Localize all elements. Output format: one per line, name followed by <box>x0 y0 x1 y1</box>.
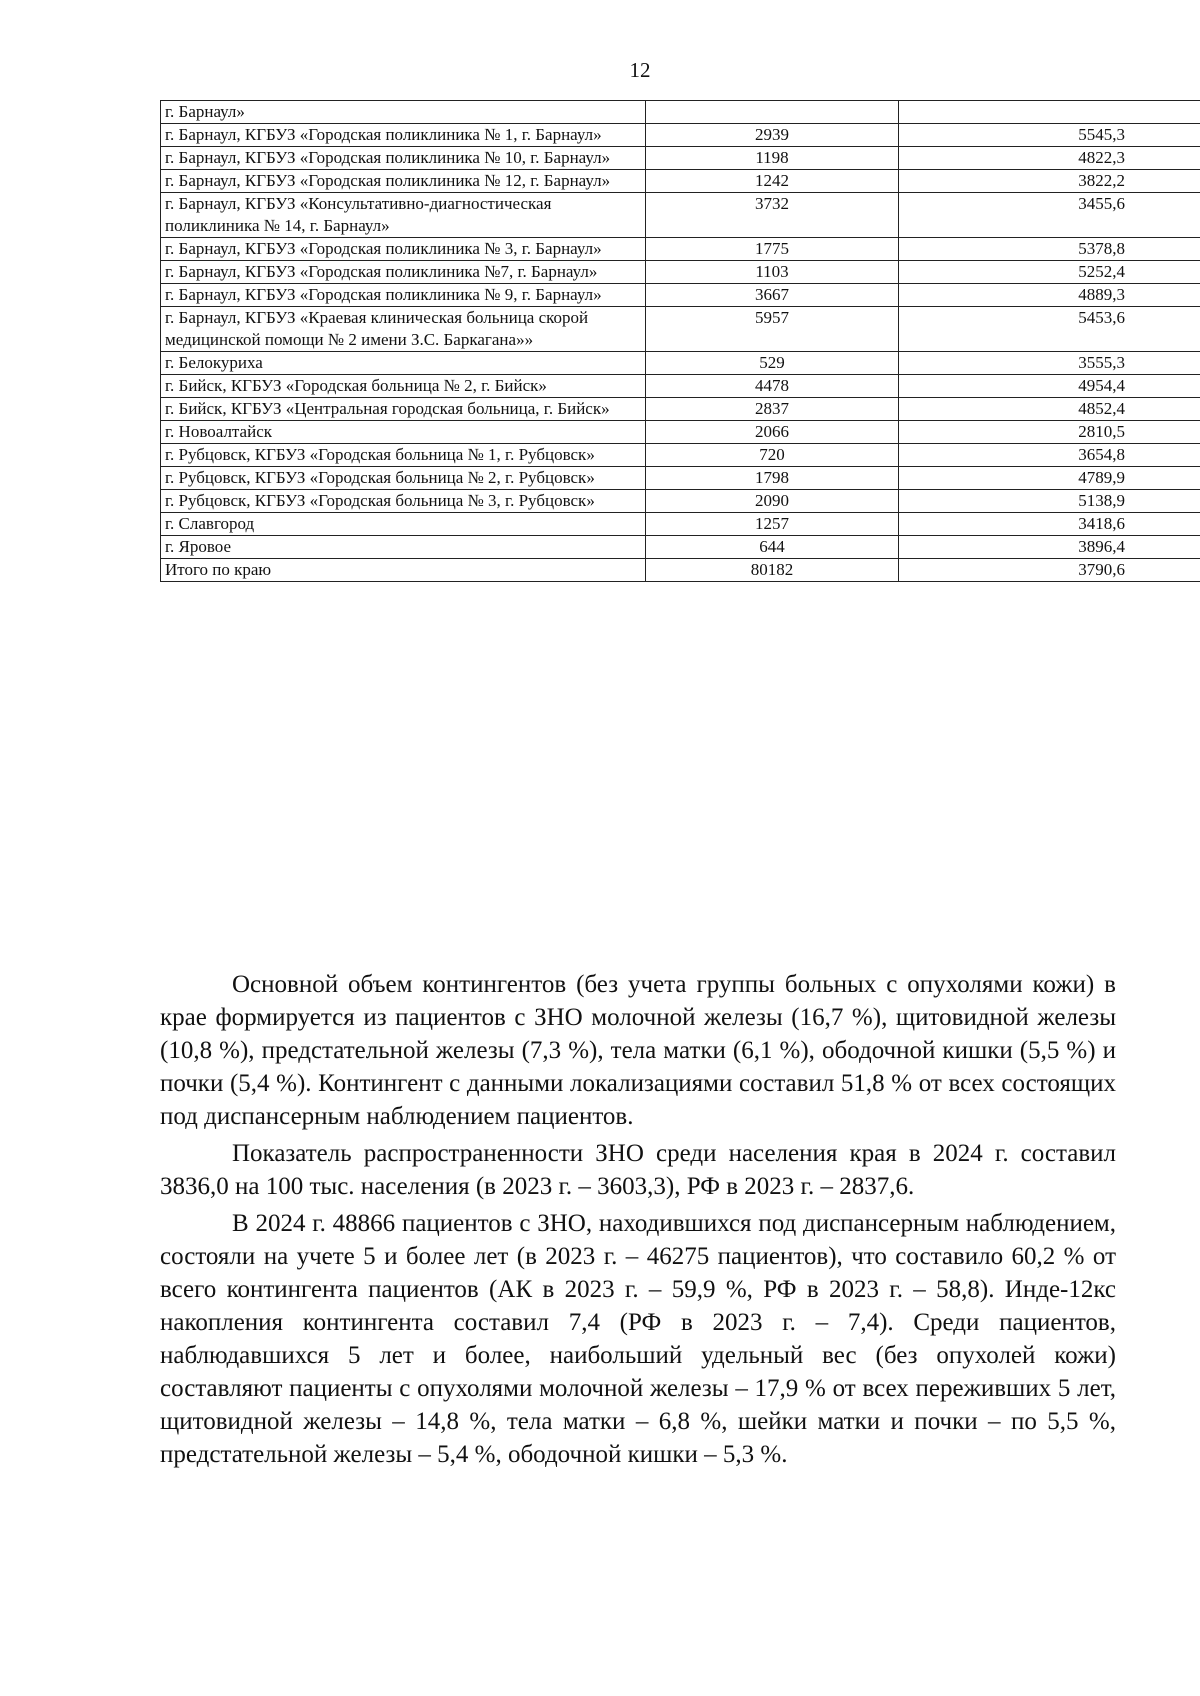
row-count-cell: 644 <box>646 536 899 559</box>
table-row <box>161 284 1200 307</box>
row-count-cell: 2066 <box>646 421 899 444</box>
table-row <box>161 193 1200 238</box>
row-name-cell: г. Барнаул, КГБУЗ «Городская поликлиника № 12, г. Барнаул» <box>161 170 646 193</box>
table-row <box>161 261 1200 284</box>
table-row <box>161 147 1200 170</box>
table-row <box>161 398 1200 421</box>
row-name-cell: г. Барнаул, КГБУЗ «Городская поликлиника № 3, г. Барнаул» <box>161 238 646 261</box>
row-name-cell: г. Барнаул, КГБУЗ «Городская поликлиника № 1, г. Барнаул» <box>161 124 646 147</box>
table-row <box>161 170 1200 193</box>
table-row <box>161 559 1200 582</box>
table-body <box>161 101 1200 582</box>
row-rate-cell: 3822,2 <box>899 170 1200 193</box>
row-rate-cell: 3555,3 <box>899 352 1200 375</box>
row-rate-cell: 5453,6 <box>899 307 1200 352</box>
row-name-cell: г. Славгород <box>161 513 646 536</box>
table-row <box>161 238 1200 261</box>
row-name-cell: г. Барнаул» <box>161 101 646 124</box>
row-name-cell: г. Барнаул, КГБУЗ «Городская поликлиника № 9, г. Барнаул» <box>161 284 646 307</box>
row-count-cell <box>646 101 899 124</box>
row-name-cell: г. Барнаул, КГБУЗ «Городская поликлиника № 10, г. Барнаул» <box>161 147 646 170</box>
row-count-cell: 3667 <box>646 284 899 307</box>
row-rate-cell: 3418,6 <box>899 513 1200 536</box>
row-name-cell: г. Бийск, КГБУЗ «Городская больница № 2, г. Бийск» <box>161 375 646 398</box>
row-rate-cell: 5545,3 <box>899 124 1200 147</box>
row-name-cell: г. Барнаул, КГБУЗ «Городская поликлиника №7, г. Барнаул» <box>161 261 646 284</box>
row-rate-cell: 3790,6 <box>899 559 1200 582</box>
table-row <box>161 513 1200 536</box>
row-rate-cell: 3455,6 <box>899 193 1200 238</box>
table-row <box>161 490 1200 513</box>
row-count-cell: 529 <box>646 352 899 375</box>
row-rate-cell: 4789,9 <box>899 467 1200 490</box>
row-count-cell: 3732 <box>646 193 899 238</box>
row-name-cell: г. Барнаул, КГБУЗ «Краевая клиническая больница скорой медицинской помощи № 2 имени З.С. Баркагана»» <box>161 307 646 352</box>
page-number: 12 <box>629 58 651 82</box>
row-name-cell: г. Рубцовск, КГБУЗ «Городская больница № 3, г. Рубцовск» <box>161 490 646 513</box>
row-rate-cell: 5138,9 <box>899 490 1200 513</box>
statistics-table <box>160 100 1200 582</box>
paragraph-3: В 2024 г. 48866 пациентов с ЗНО, находившихся под диспансерным наблюдением, состояли на учете 5 и более лет (в 2023 г. – 46275 пациентов), что составило 60,2 % от всего контингента пациентов (АК в 2023 г. – 59,9 %, РФ в 2023 г. – 58,8). Инде-12кс накопления контингента составил 7,4 (РФ в 2023 г. – 7,4). Среди пациентов, наблюдавшихся 5 лет и более, наибольший удельный вес (без опухолей кожи) составляют пациенты с опухолями молочной железы – 17,9 % от всех переживших 5 лет, щитовидной железы – 14,8 %, тела матки – 6,8 %, шейки матки и почки – по 5,5 %, предстательной железы – 5,4 %, ободочной кишки – 5,3 %. <box>160 1210 1116 1468</box>
row-count-cell: 720 <box>646 444 899 467</box>
row-rate-cell: 5252,4 <box>899 261 1200 284</box>
row-name-cell: г. Новоалтайск <box>161 421 646 444</box>
row-rate-cell: 4822,3 <box>899 147 1200 170</box>
row-count-cell: 2090 <box>646 490 899 513</box>
row-name-cell: г. Рубцовск, КГБУЗ «Городская больница № 1, г. Рубцовск» <box>161 444 646 467</box>
table-row <box>161 101 1200 124</box>
row-count-cell: 80182 <box>646 559 899 582</box>
row-rate-cell: 3896,4 <box>899 536 1200 559</box>
row-name-cell: г. Рубцовск, КГБУЗ «Городская больница № 2, г. Рубцовск» <box>161 467 646 490</box>
row-count-cell: 1198 <box>646 147 899 170</box>
row-rate-cell: 5378,8 <box>899 238 1200 261</box>
row-rate-cell: 4889,3 <box>899 284 1200 307</box>
row-count-cell: 1257 <box>646 513 899 536</box>
row-rate-cell: 4852,4 <box>899 398 1200 421</box>
row-count-cell: 1242 <box>646 170 899 193</box>
row-name-cell: г. Бийск, КГБУЗ «Центральная городская больница, г. Бийск» <box>161 398 646 421</box>
row-name-cell: г. Яровое <box>161 536 646 559</box>
table-row <box>161 352 1200 375</box>
row-name-cell: Итого по краю <box>161 559 646 582</box>
row-count-cell: 5957 <box>646 307 899 352</box>
paragraph-2: Показатель распространенности ЗНО среди населения края в 2024 г. составил 3836,0 на 100 тыс. населения (в 2023 г. – 3603,3), РФ в 2023 г. – 2837,6. <box>160 1140 1116 1200</box>
row-name-cell: г. Белокуриха <box>161 352 646 375</box>
row-count-cell: 2939 <box>646 124 899 147</box>
row-count-cell: 1798 <box>646 467 899 490</box>
row-name-cell: г. Барнаул, КГБУЗ «Консультативно-диагностическая поликлиника № 14, г. Барнаул» <box>161 193 646 238</box>
body-text <box>160 968 1116 1475</box>
row-count-cell: 2837 <box>646 398 899 421</box>
table-row <box>161 124 1200 147</box>
statistics-table-container <box>160 100 1125 582</box>
row-rate-cell <box>899 101 1200 124</box>
table-row <box>161 307 1200 352</box>
table-row <box>161 467 1200 490</box>
row-rate-cell: 4954,4 <box>899 375 1200 398</box>
table-row <box>161 375 1200 398</box>
row-count-cell: 1103 <box>646 261 899 284</box>
row-rate-cell: 2810,5 <box>899 421 1200 444</box>
row-count-cell: 1775 <box>646 238 899 261</box>
table-row <box>161 444 1200 467</box>
row-count-cell: 4478 <box>646 375 899 398</box>
table-row <box>161 536 1200 559</box>
paragraph-1: Основной объем контингентов (без учета группы больных с опухолями кожи) в крае формируется из пациентов с ЗНО молочной железы (16,7 %), щитовидной железы (10,8 %), предстательной железы (7,3 %), тела матки (6,1 %), ободочной кишки (5,5 %) и почки (5,4 %). Контингент с данными локализациями составил 51,8 % от всех состоящих под диспансерным наблюдением пациентов. <box>160 971 1116 1130</box>
table-row <box>161 421 1200 444</box>
row-rate-cell: 3654,8 <box>899 444 1200 467</box>
